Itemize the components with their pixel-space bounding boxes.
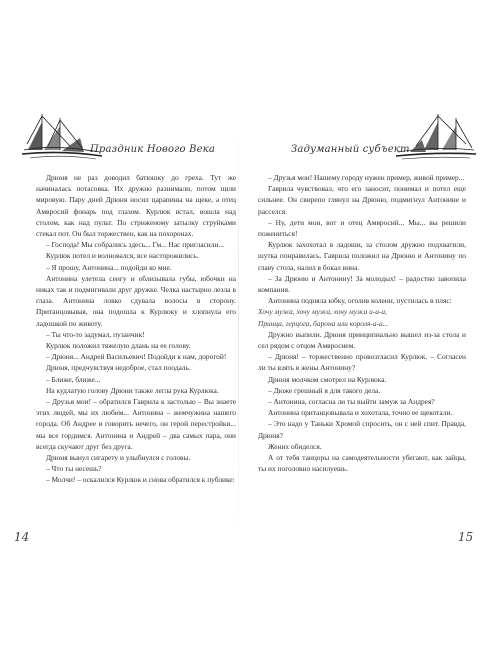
- book-spread: [0, 110, 480, 550]
- left-running-title: Праздник Нового Века: [90, 144, 216, 155]
- paragraph: Курлюк потел и волновался, все насторожились.: [46, 251, 199, 261]
- right-page: [246, 110, 474, 550]
- paragraph: Гаврила чувствовал, что его заносит, понимал и потел еще сильнее. Он свирепо глянул на Дрюню, подмигнул Антонине и расселся.: [258, 184, 466, 216]
- paragraph: – Это надо у Таньки Хромой спросить, он с ней спит. Правда, Дрюня?: [258, 419, 466, 440]
- paragraph: Дрюня вынул сигарету и улыбнулся с головы.: [46, 453, 191, 463]
- ship-illustration-right: [396, 110, 476, 162]
- paragraph: Дружно выпили. Дрюня принципиально вышел из-за стола и сел рядом с отцом Амвросием.: [258, 329, 466, 351]
- paragraph: – Что ты несешь?: [46, 464, 102, 474]
- paragraph: – Ближе, ближе...: [46, 374, 101, 384]
- paragraph: – Ну, дети мои, вот и отец Амвросий... Мы... вы решили пожениться!: [258, 217, 466, 239]
- verse-line: Принца, герцога, барона или короля-а-а...: [258, 318, 389, 328]
- paragraph: Курлюк захохотал в ладоши, за столом дружно подхватили, шутка понравилась. Гаврила положил на Дрюню и Антонину по главу стола, налил в бокал вина.: [258, 240, 466, 272]
- paragraph: На кудлатую голову Дрюни также легла рука Курлюка.: [46, 385, 219, 395]
- paragraph: – Друзья мои! – обратился Гаврила к застолью – Вы знаете этих людей, мы их любим... Антонина – жемчужина нашего города. Об Андрее и говорить нечего, он герой перестройки... мы все гордимся. Антонина и Андрей – два самых пара, они всегда скучают друг без друга.: [36, 397, 236, 451]
- left-page-number: 14: [14, 530, 30, 544]
- paragraph: Антонина улетела сенгу и облизывала губы, юбочки на никах так и подмигивали друг дружке. Челка настырно лезла в глаза. Антонина ловко сдувала волосы в сторону. Пританцовывая, она подошла к Курлюку и хлопнула его ладошкой по животу.: [36, 273, 236, 328]
- paragraph: – Дюже грешный я для такого дела.: [268, 385, 381, 395]
- right-body-text: [258, 172, 466, 474]
- right-page-number: 15: [458, 530, 474, 544]
- paragraph: – Ты что-то задумал, пузанчик!: [46, 329, 145, 339]
- paragraph: – Антонина, согласна ли ты выйти замуж за Андрея?: [268, 397, 435, 407]
- paragraph: Дрюня не раз доводил батюшку до греха. Тут же начиналась потасовка. Их дружно разнимали, потом пили мировую. Пару дней Дрюня носил царапины на щеке, а отец Амвросий фонарь под глазом. Курлюк встал, вошла над столом, как над пульт. По стриженому затылку струйками стекал пот. Он был торжествен, как на похоронах.: [36, 173, 236, 239]
- paragraph: – Я прошу, Антонина... подойди ко мне.: [46, 262, 172, 272]
- right-page-header: [246, 110, 474, 166]
- paragraph: Антонина подняла юбку, оголив колени, пустилась в пляс:: [268, 296, 452, 306]
- paragraph: – Друзья мои! Нашему городу нужен пример, живой пример...: [268, 173, 465, 182]
- paragraph: – Господа! Мы собрались здесь... Гм... Нас пригласили...: [46, 240, 224, 250]
- paragraph: Антонина пританцовывала и хохотала, точно ее щекотали.: [268, 408, 453, 418]
- verse-line: Хочу мужа, хочу мужа, хочу мужа и-а-а,: [258, 307, 387, 317]
- paragraph: Дрюня, предчувствуя недоброе, стал поодаль.: [46, 363, 191, 373]
- song-verse: [258, 306, 466, 328]
- left-page-header: [10, 110, 238, 166]
- right-running-title: Задуманный субъект: [291, 144, 410, 155]
- paragraph: – Дрюня! – торжественно провозгласил Курлюк. – Согласен ли ты взять в жены Антонину?: [258, 352, 466, 373]
- paragraph: – Дрюня... Андрей Васильевич! Подойди к нам, дорогой!: [46, 352, 227, 362]
- paragraph: Жених обиделся.: [268, 441, 322, 451]
- left-body-text: [36, 172, 236, 486]
- paragraph: Дрюня молчком смотрел на Курлюка.: [268, 374, 387, 384]
- paragraph: – За Дрюню и Антонину! За молодых! – радостно завопила компания.: [258, 273, 466, 295]
- left-page: [10, 110, 238, 550]
- paragraph: – Молчи! – оскалился Курлюк и снова обратился к публике:: [46, 475, 235, 485]
- paragraph: Курлюк положил тяжелую длань на ее голову.: [46, 341, 191, 351]
- paragraph: А от тебя танцоры на самодеятельности убегают, как зайцы, ты их поголовно насилуешь.: [258, 453, 466, 474]
